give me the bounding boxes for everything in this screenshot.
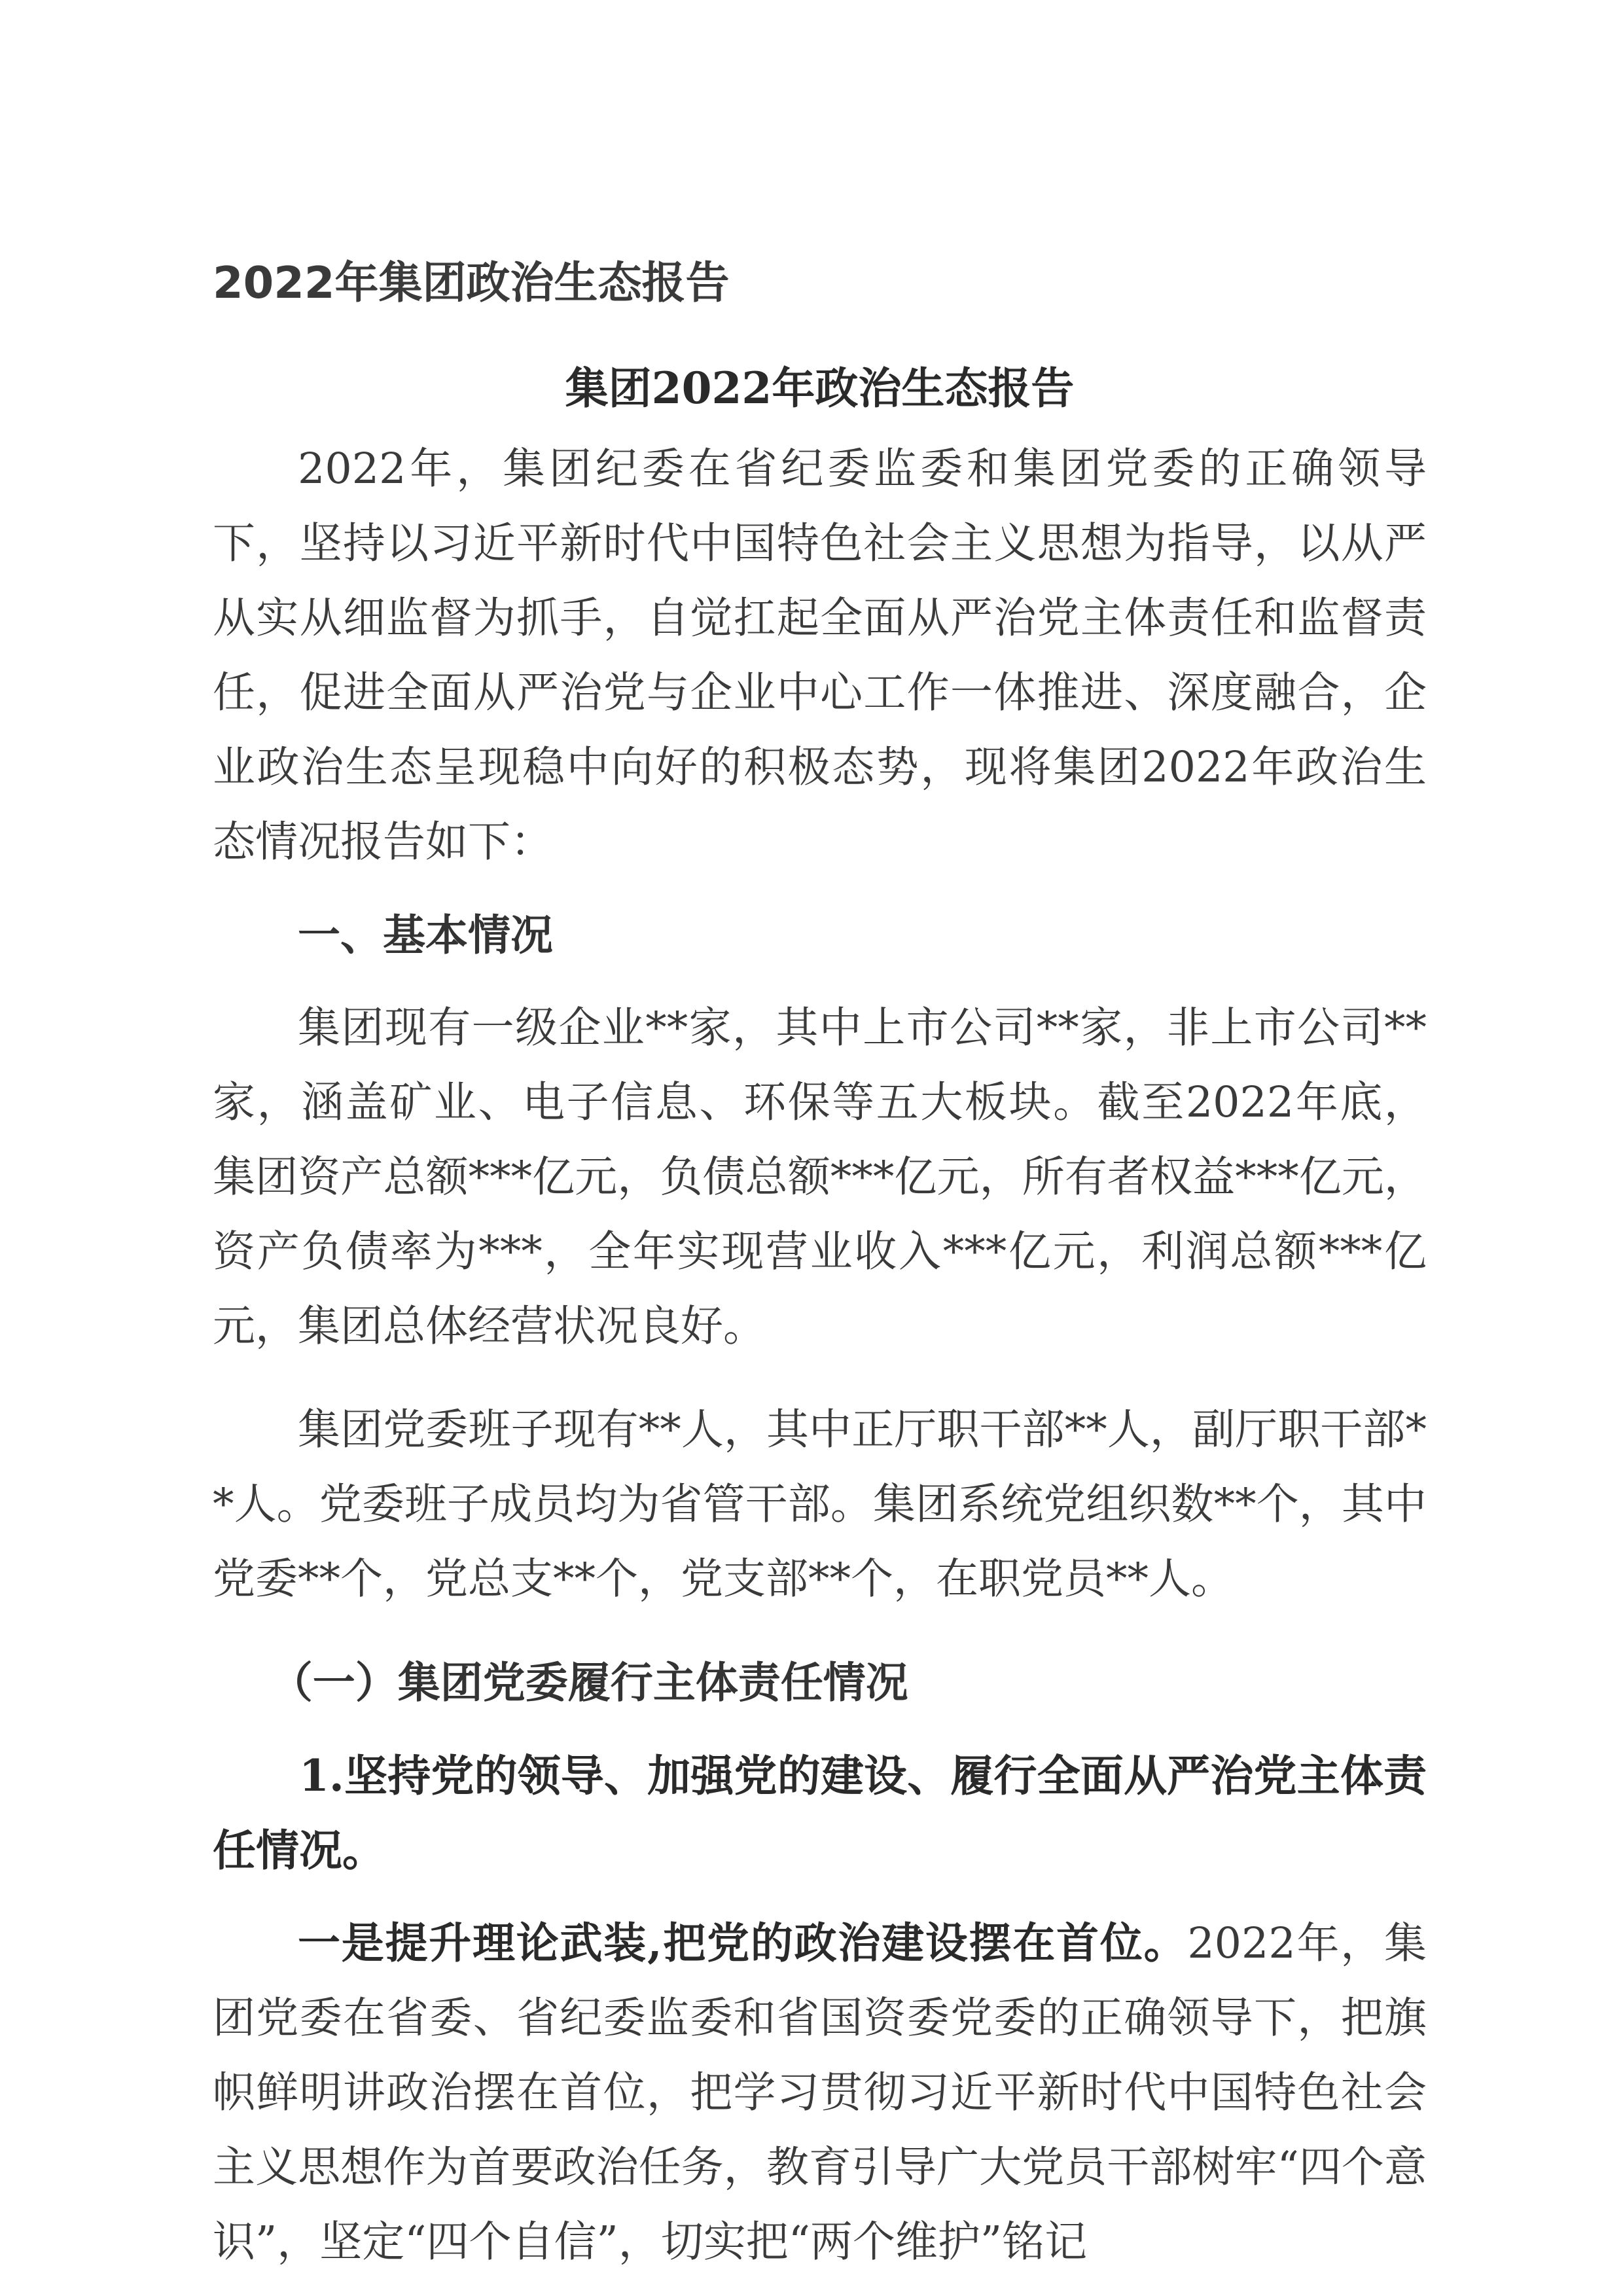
section-heading-basic-situation: 一、基本情况	[298, 910, 554, 960]
document-body	[213, 352, 1427, 2280]
item-body-text: 2022年，集团党委在省委、省纪委监委和省国资委党委的正确领导下，把旗帜鲜明讲政治摆在首位，把学习贯彻习近平新时代中国特色社会主义思想作为首要政治任务，教育引导广大党员干部树牢“四个意识”，坚定“四个自信”，切实把“两个维护”铭记	[213, 1919, 1427, 2267]
item-lead-sentence: 一是提升理论武装,把党的政治建设摆在首位。	[298, 1918, 1188, 1968]
item-paragraph-theory-armament	[213, 1906, 1427, 2280]
basic-situation-paragraph-1: 集团现有一级企业**家，其中上市公司**家，非上市公司**家，涵盖矿业、电子信息、环保等五大板块。截至2022年底，集团资产总额***亿元，负债总额***亿元，所有者权益***亿元，资产负债率为***，全年实现营业收入***亿元，利润总额***亿元，集团总体经营状况良好。	[213, 1003, 1427, 1351]
intro-paragraph: 2022年，集团纪委在省纪委监委和集团党委的正确领导下，坚持以习近平新时代中国特色社会主义思想为指导，以从严从实从细监督为抓手，自觉扛起全面从严治党主体责任和监督责任，促进全面从严治党与企业中心工作一体推进、深度融合，企业政治生态呈现稳中向好的积极态势，现将集团2022年政治生态情况报告如下：	[213, 444, 1427, 867]
report-title: 集团2022年政治生态报告	[565, 363, 1075, 414]
basic-situation-paragraph-2: 集团党委班子现有**人，其中正厅职干部**人，副厅职干部**人。党委班子成员均为省管干部。集团系统党组织数**个，其中党委**个，党总支**个，党支部**个，在职党员**人。	[213, 1405, 1427, 1604]
document-header-title: 2022年集团政治生态报告	[213, 257, 730, 308]
subsection-heading-main-responsibility: （一）集团党委履行主体责任情况	[270, 1658, 908, 1708]
item-heading-party-leadership: 1.坚持党的领导、加强党的建设、履行全面从严治党主体责任情况。	[213, 1750, 1427, 1876]
